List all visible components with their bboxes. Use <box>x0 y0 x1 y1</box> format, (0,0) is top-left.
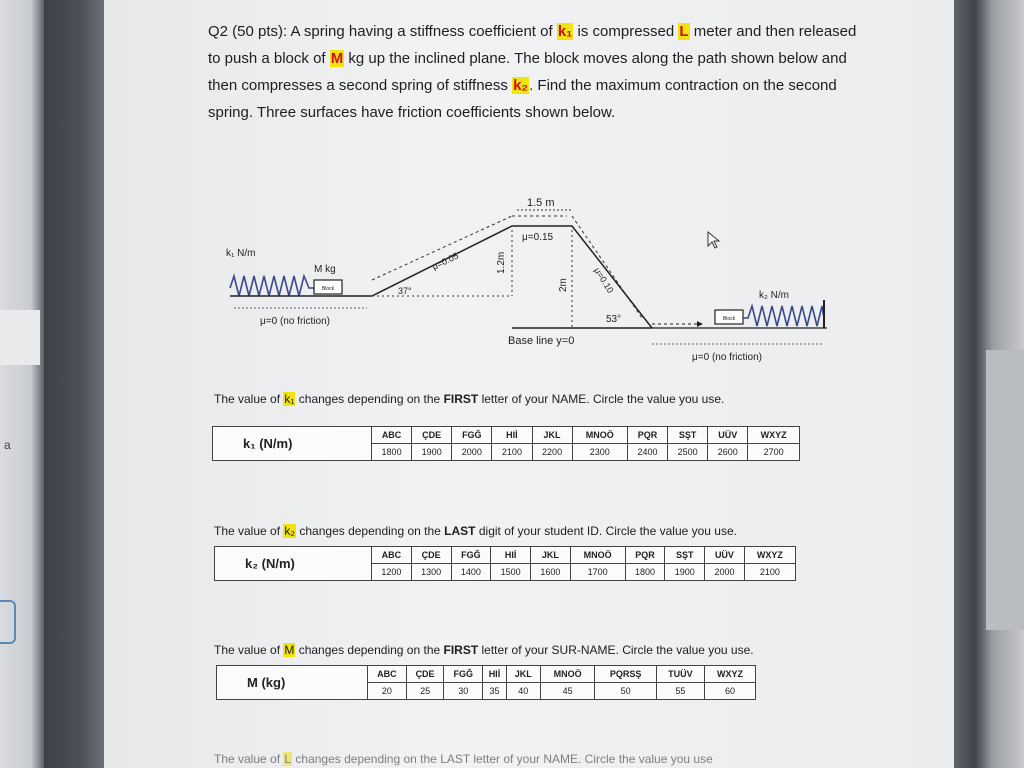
m-header: JKL <box>506 666 540 683</box>
k1-value[interactable]: 2500 <box>668 444 708 461</box>
k1-row-label: k₁ (N/m) <box>213 427 372 461</box>
m-value[interactable]: 20 <box>368 683 407 700</box>
k2-value[interactable]: 2100 <box>744 564 795 581</box>
right-spring <box>743 306 824 326</box>
mass-label: M kg <box>314 264 336 275</box>
m-value[interactable]: 40 <box>506 683 540 700</box>
left-panel-handle <box>0 600 16 644</box>
k2-highlight: k₂ <box>513 77 529 94</box>
k2-value[interactable]: 1800 <box>625 564 665 581</box>
q-suffix: . Find the maximum contraction on the second spring. Three surfaces have friction coefficients shown below. <box>208 77 837 121</box>
k1-header: FGĞ <box>452 427 492 444</box>
m-header: ÇDE <box>406 666 444 683</box>
caption-m-c: letter of your SUR-NAME. Circle the value you use. <box>478 643 754 657</box>
k2-value[interactable]: 1900 <box>665 564 705 581</box>
right-window-edge <box>954 0 1024 768</box>
caption-k1-var: k₁ <box>284 392 295 406</box>
k1-value[interactable]: 2400 <box>627 444 667 461</box>
m-value[interactable]: 55 <box>656 683 704 700</box>
caption-k1 <box>214 392 724 406</box>
k2-value[interactable]: 1400 <box>451 564 491 581</box>
k1-header: MNOÖ <box>572 427 627 444</box>
mu-left-label: μ=0 (no friction) <box>260 316 330 327</box>
question-text <box>208 18 868 126</box>
m-header: ABC <box>368 666 407 683</box>
left-panel-tab <box>0 310 40 365</box>
height-left-label: 1.2m <box>496 251 507 274</box>
q-mid2: meter and then released to push a block of <box>208 23 857 67</box>
k2-value[interactable]: 2000 <box>705 564 745 581</box>
k2-value[interactable]: 1600 <box>531 564 571 581</box>
k1-value[interactable]: 2300 <box>572 444 627 461</box>
k1-highlight: k₁ <box>557 23 573 40</box>
k1-header: WXYZ <box>748 427 800 444</box>
k2-label: k₂ N/m <box>759 290 789 301</box>
mu-incline-label: μ=0.05 <box>430 250 461 272</box>
m-row-label: M (kg) <box>217 666 368 700</box>
k2-header: SŞT <box>665 547 705 564</box>
k2-value[interactable]: 1700 <box>570 564 625 581</box>
k2-header: ÇDE <box>411 547 451 564</box>
k1-value[interactable]: 2000 <box>452 444 492 461</box>
m-table <box>216 665 756 700</box>
caption-m-bold: FIRST <box>443 643 479 657</box>
m-header: PQRSŞ <box>595 666 656 683</box>
block-right-label: Block <box>722 316 736 322</box>
m-header: HIİ <box>483 666 507 683</box>
m-value[interactable]: 50 <box>595 683 656 700</box>
caption-l-var: L <box>284 752 292 766</box>
q-prefix: Q2 (50 pts): A spring having a stiffness coefficient of <box>208 23 557 40</box>
m-value[interactable]: 45 <box>540 683 595 700</box>
caption-k2-c: digit of your student ID. Circle the value you use. <box>475 524 737 538</box>
m-header: FGĞ <box>444 666 483 683</box>
l-highlight: L <box>679 23 689 40</box>
k1-value[interactable]: 2600 <box>708 444 748 461</box>
k2-header: WXYZ <box>744 547 795 564</box>
base-line-label: Base line y=0 <box>508 335 575 347</box>
k1-value[interactable]: 1800 <box>372 444 412 461</box>
caption-m-a: The value of <box>214 643 284 657</box>
caption-k2 <box>214 524 737 538</box>
caption-k1-c: letter of your NAME. Circle the value you use. <box>478 392 725 406</box>
m-value[interactable]: 60 <box>704 683 755 700</box>
k1-header: HIİ <box>492 427 532 444</box>
mu-right-label: μ=0 (no friction) <box>692 352 762 363</box>
k1-value[interactable]: 2700 <box>748 444 800 461</box>
left-window-edge <box>0 0 44 768</box>
m-header: TUÜV <box>656 666 704 683</box>
k1-header: JKL <box>532 427 572 444</box>
mu-top-label: μ=0.15 <box>522 232 554 243</box>
caption-k2-a: The value of <box>214 524 284 538</box>
m-value[interactable]: 25 <box>406 683 444 700</box>
m-value[interactable]: 30 <box>444 683 483 700</box>
angle-left-label: 37° <box>398 286 412 296</box>
k2-value[interactable]: 1200 <box>372 564 412 581</box>
caption-l-a: The value of <box>214 752 284 766</box>
caption-k2-bold: LAST <box>444 524 476 538</box>
k2-header: ABC <box>372 547 412 564</box>
q-mid3: kg up the inclined plane. The block moves along the path shown below and then compresses a second spring of stiffness <box>208 50 847 94</box>
k1-header: ÇDE <box>412 427 452 444</box>
m-value[interactable]: 35 <box>483 683 507 700</box>
screen-bezel <box>44 0 104 768</box>
m-header: WXYZ <box>704 666 755 683</box>
edge-letter: a <box>4 438 11 452</box>
k1-value[interactable]: 2200 <box>532 444 572 461</box>
caption-m <box>214 643 754 657</box>
mu-decline-label: μ=0.10 <box>592 265 616 295</box>
k1-value[interactable]: 1900 <box>412 444 452 461</box>
caption-m-b: changes depending on the <box>295 643 444 657</box>
k2-header: MNOÖ <box>570 547 625 564</box>
k2-header: FGĞ <box>451 547 491 564</box>
k1-label: k₁ N/m <box>226 248 256 259</box>
m-highlight: M <box>330 50 344 67</box>
block-left-label: Block <box>321 286 335 292</box>
k2-table <box>214 546 796 581</box>
caption-k1-b: changes depending on the <box>295 392 444 406</box>
caption-k2-var: k₂ <box>284 524 296 538</box>
height-right-label: 2m <box>558 278 569 292</box>
angle-right-label: 53° <box>606 314 622 325</box>
k1-value[interactable]: 2100 <box>492 444 532 461</box>
k1-header: SŞT <box>668 427 708 444</box>
caption-k1-bold: FIRST <box>443 392 479 406</box>
k2-value[interactable]: 1300 <box>411 564 451 581</box>
k1-header: UÜV <box>708 427 748 444</box>
k2-value[interactable]: 1500 <box>491 564 531 581</box>
left-spring <box>230 276 314 296</box>
caption-m-var: M <box>284 643 295 657</box>
k1-header: PQR <box>627 427 667 444</box>
q-mid1: is compressed <box>573 23 679 40</box>
incline-diagram <box>222 188 832 370</box>
path-dash-1 <box>372 216 512 280</box>
k2-header: JKL <box>531 547 571 564</box>
caption-l <box>214 752 713 766</box>
k2-header: HIİ <box>491 547 531 564</box>
mouse-cursor-icon <box>708 232 719 248</box>
top-length-label: 1.5 m <box>527 197 555 209</box>
caption-l-b: changes depending on the LAST letter of your NAME. Circle the value you use <box>292 752 713 766</box>
k2-header: PQR <box>625 547 665 564</box>
caption-k2-b: changes depending on the <box>296 524 445 538</box>
k1-table <box>212 426 800 461</box>
k2-header: UÜV <box>705 547 745 564</box>
k2-row-label: k₂ (N/m) <box>215 547 372 581</box>
m-header: MNOÖ <box>540 666 595 683</box>
k1-header: ABC <box>372 427 412 444</box>
caption-k1-a: The value of <box>214 392 284 406</box>
